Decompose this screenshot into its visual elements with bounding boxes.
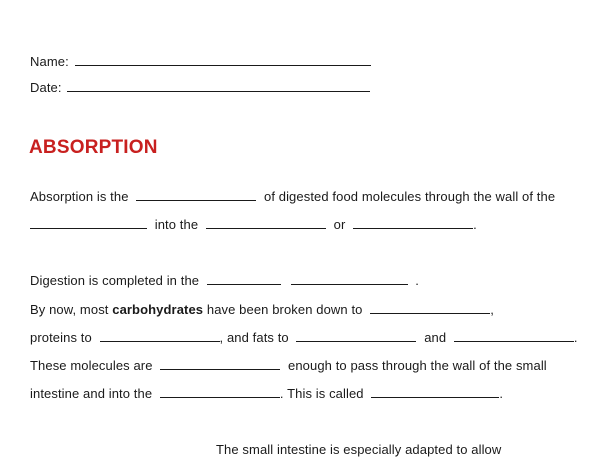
text-segment: . (415, 273, 419, 288)
text-segment: or (333, 217, 346, 232)
name-label: Name: (30, 54, 69, 69)
date-blank[interactable] (67, 80, 370, 92)
bold-term: carbohydrates (112, 302, 204, 317)
digestion-line-3 (30, 330, 578, 345)
answer-blank[interactable] (160, 386, 280, 398)
answer-blank[interactable] (291, 273, 408, 285)
text-segment: enough to pass through the wall of the small (288, 358, 547, 373)
text-segment: into the (154, 217, 199, 232)
answer-blank[interactable] (207, 273, 281, 285)
digestion-line-1 (30, 273, 419, 288)
digestion-line-2 (30, 302, 494, 317)
answer-blank[interactable] (206, 217, 326, 229)
answer-blank[interactable] (136, 189, 256, 201)
page-title: ABSORPTION (29, 137, 158, 158)
answer-blank[interactable] (160, 358, 280, 370)
answer-blank[interactable] (454, 330, 574, 342)
answer-blank[interactable] (296, 330, 416, 342)
footer-text: The small intestine is especially adapted to allow (216, 442, 502, 457)
absorption-line-1 (30, 189, 555, 204)
text-segment: These molecules are (30, 358, 153, 373)
text-segment: intestine and into the (30, 386, 153, 401)
text-segment: . (473, 217, 477, 232)
name-blank[interactable] (75, 54, 371, 66)
text-segment: . (573, 330, 578, 345)
text-segment: of digested food molecules through the wall of the (263, 189, 556, 204)
answer-blank[interactable] (353, 217, 473, 229)
text-segment: . (499, 386, 504, 401)
text-segment: proteins to (30, 330, 92, 345)
text-segment: have been broken down to (206, 302, 363, 317)
name-row (30, 54, 371, 69)
text-segment: By now, most (30, 302, 109, 317)
answer-blank[interactable] (30, 217, 147, 229)
text-segment: Absorption is the (30, 189, 129, 204)
date-label: Date: (30, 80, 62, 95)
digestion-line-4 (30, 358, 547, 373)
answer-blank[interactable] (371, 386, 499, 398)
text-segment: Digestion is completed in the (30, 273, 200, 288)
answer-blank[interactable] (100, 330, 220, 342)
answer-blank[interactable] (370, 302, 490, 314)
text-segment: , (490, 302, 494, 317)
text-segment: . This is called (279, 386, 364, 401)
text-segment: and (424, 330, 447, 345)
absorption-line-2 (30, 217, 477, 232)
text-segment: , and fats to (219, 330, 289, 345)
date-row (30, 80, 370, 95)
digestion-line-5 (30, 386, 503, 401)
